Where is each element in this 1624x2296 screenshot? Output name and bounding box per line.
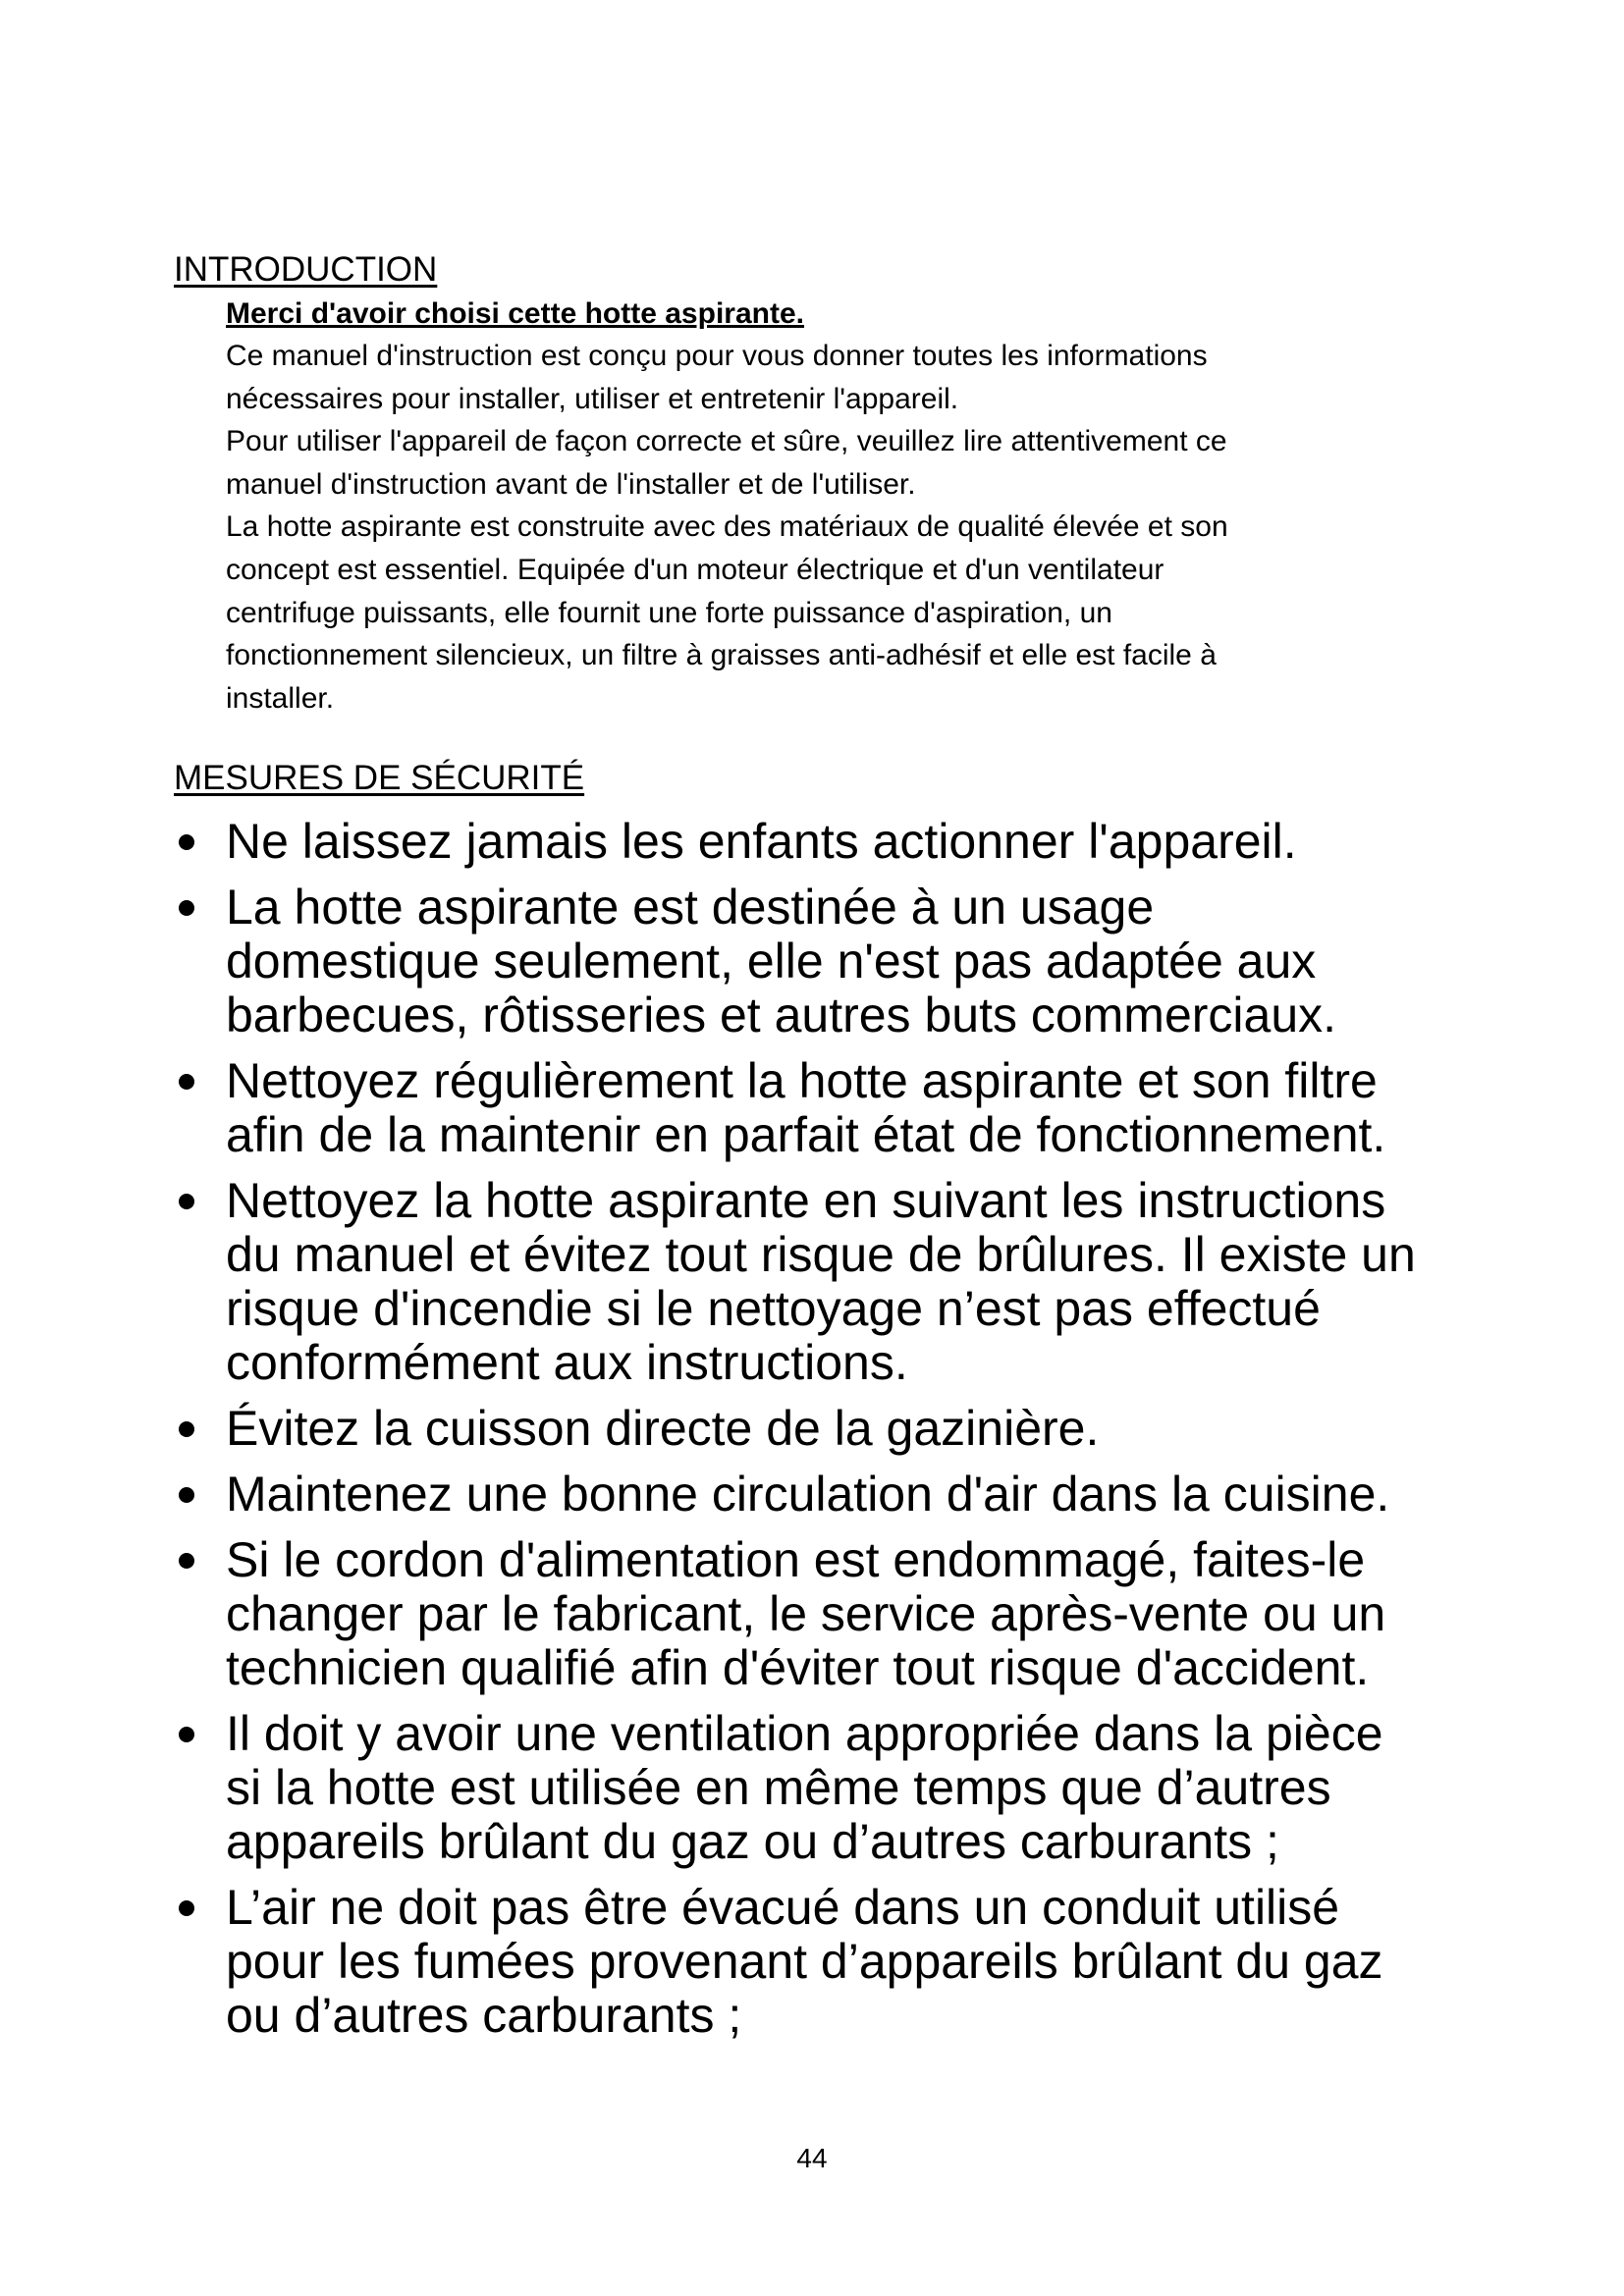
list-item-line: Évitez la cuisson directe de la gazinière. [226, 1401, 1100, 1456]
paragraph-line: La hotte aspirante est construite avec des matériaux de qualité élevée et son [226, 510, 1228, 544]
safety-list-item [0, 881, 1624, 1042]
list-item-line: La hotte aspirante est destinée à un usage [226, 880, 1155, 934]
bullet-icon [179, 834, 194, 850]
bullet-icon [179, 1487, 194, 1503]
bullet-icon [179, 1194, 194, 1209]
list-item-line: L’air ne doit pas être évacué dans un conduit utilisé [226, 1880, 1340, 1935]
safety-list-item [0, 1054, 1624, 1162]
list-item-line: Il doit y avoir une ventilation appropriée dans la pièce [226, 1706, 1383, 1761]
introduction-heading: INTRODUCTION [174, 250, 438, 289]
safety-list-item [0, 1707, 1624, 1869]
paragraph-line: Pour utiliser l'appareil de façon correcte et sûre, veuillez lire attentivement ce [226, 425, 1227, 458]
list-item-line: conformément aux instructions. [226, 1335, 908, 1390]
list-item-line: Nettoyez régulièrement la hotte aspirante et son filtre [226, 1053, 1378, 1108]
safety-heading: MESURES DE SÉCURITÉ [174, 759, 585, 797]
paragraph-line: installer. [226, 681, 335, 715]
list-item-line: technicien qualifié afin d'éviter tout risque d'accident. [226, 1640, 1370, 1695]
paragraph-line: concept est essentiel. Equipée d'un moteur électrique et d'un ventilateur [226, 553, 1164, 586]
list-item-line: du manuel et évitez tout risque de brûlures. Il existe un [226, 1227, 1416, 1282]
safety-list-item [0, 1402, 1624, 1456]
list-item-line: risque d'incendie si le nettoyage n’est pas effectué [226, 1281, 1321, 1336]
paragraph-line: fonctionnement silencieux, un filtre à graisses anti-adhésif et elle est facile à [226, 639, 1217, 672]
list-item-line: afin de la maintenir en parfait état de fonctionnement. [226, 1107, 1386, 1162]
bullet-icon [179, 1553, 194, 1569]
safety-list-item [0, 1533, 1624, 1695]
list-item-line: si la hotte est utilisée en même temps que d’autres [226, 1760, 1331, 1815]
list-item-line: domestique seulement, elle n'est pas adaptée aux [226, 934, 1317, 988]
page-number: 44 [796, 2143, 828, 2173]
list-item-line: changer par le fabricant, le service après-vente ou un [226, 1586, 1386, 1641]
introduction-body [226, 335, 1551, 720]
bullet-icon [179, 900, 194, 916]
list-item-line: Si le cordon d'alimentation est endommagé, faites-le [226, 1532, 1366, 1587]
paragraph-line: centrifuge puissants, elle fournit une forte puissance d'aspiration, un [226, 596, 1112, 629]
safety-list-item [0, 815, 1624, 869]
safety-list-item [0, 1468, 1624, 1522]
list-item-line: Ne laissez jamais les enfants actionner l'appareil. [226, 814, 1297, 869]
list-item-line: pour les fumées provenant d’appareils brûlant du gaz [226, 1934, 1383, 1989]
bullet-icon [179, 1074, 194, 1090]
bullet-icon [179, 1727, 194, 1742]
list-item-line: Maintenez une bonne circulation d'air dans la cuisine. [226, 1467, 1390, 1522]
bullet-icon [179, 1421, 194, 1437]
safety-list [0, 815, 1624, 2043]
list-item-line: Nettoyez la hotte aspirante en suivant les instructions [226, 1173, 1386, 1228]
paragraph-line: manuel d'instruction avant de l'installer et de l'utiliser. [226, 467, 916, 501]
safety-list-item [0, 1174, 1624, 1390]
paragraph-line: nécessaires pour installer, utiliser et entretenir l'appareil. [226, 382, 959, 415]
list-item-line: barbecues, rôtisseries et autres buts commerciaux. [226, 988, 1337, 1042]
introduction-subheading: Merci d'avoir choisi cette hotte aspirante. [226, 297, 804, 330]
safety-list-item [0, 1881, 1624, 2043]
bullet-icon [179, 1900, 194, 1916]
paragraph-line: Ce manuel d'instruction est conçu pour vous donner toutes les informations [226, 340, 1208, 372]
list-item-line: appareils brûlant du gaz ou d’autres carburants ; [226, 1814, 1279, 1869]
introduction-section [226, 294, 1551, 720]
list-item-line: ou d’autres carburants ; [226, 1988, 742, 2043]
